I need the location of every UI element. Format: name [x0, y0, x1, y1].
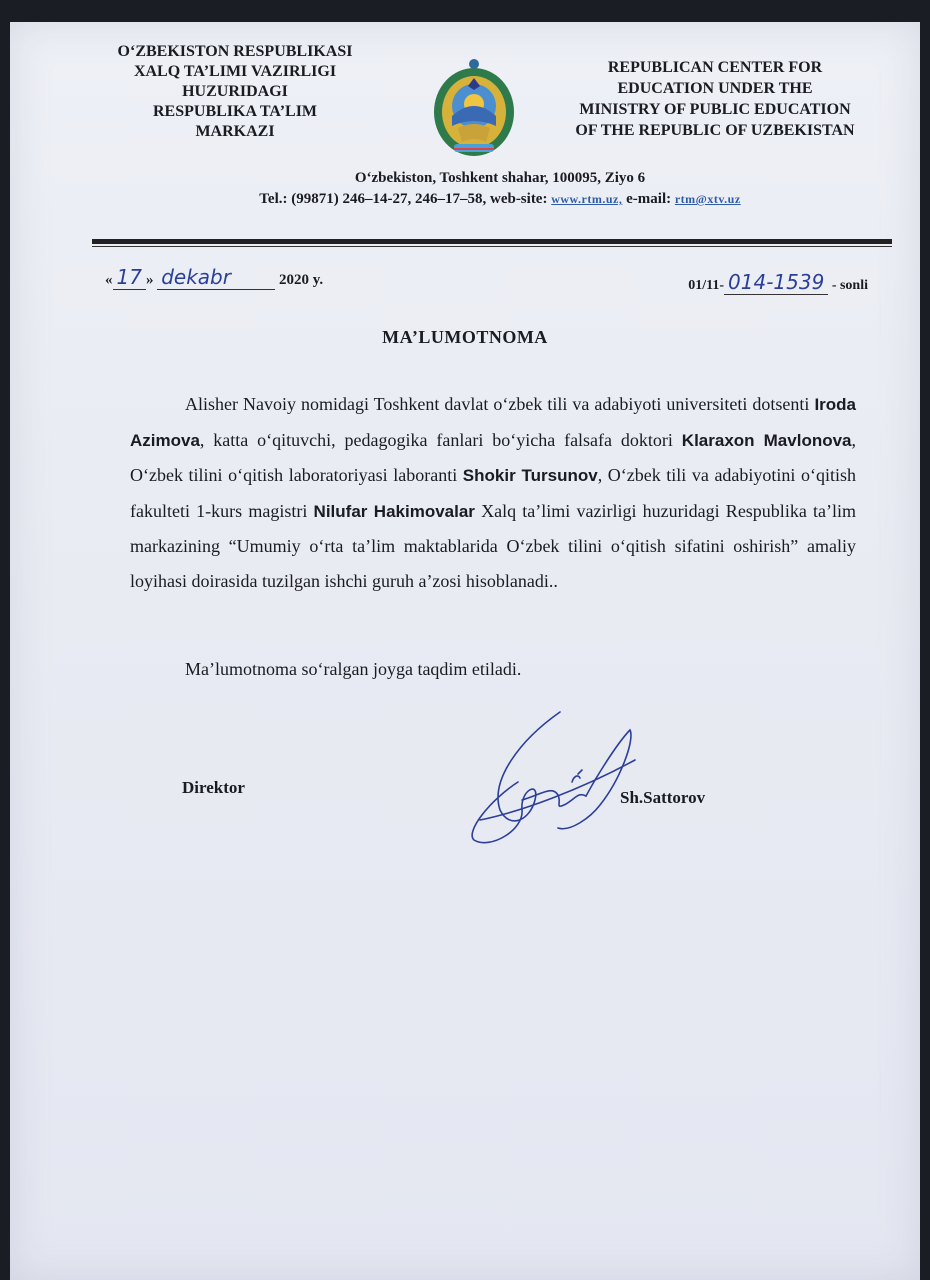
document-title: MA’LUMOTNOMA [382, 327, 548, 347]
person-name: Klaraxon Mavlonova [681, 430, 852, 450]
header-divider-thick [92, 239, 892, 244]
reference-prefix: 01/11- [688, 278, 725, 293]
left-header-line: HUZURIDAGI [182, 83, 288, 100]
left-header-line: MARKAZI [195, 123, 275, 140]
body-text-segment: , katta o‘qituvchi, pedagogika fanlari bo‘yicha falsafa doktori [199, 429, 682, 450]
signer-name: Sh.Sattorov [620, 788, 706, 807]
body-text-segment: , O‘zbek tili va adabiyotini o‘qitish fakulteti 1-kurs magistri [130, 465, 857, 521]
person-name: Nilufar Hakimovalar [313, 501, 475, 521]
body-text-segment: Alisher Navoiy nomidagi Toshkent davlat o‘zbek tili va adabiyoti universiteti dotsenti [185, 394, 815, 414]
date-day: 17 [116, 265, 142, 289]
right-header-line: REPUBLICAN CENTER FOR [607, 59, 823, 76]
handwritten-signature-icon [460, 700, 650, 850]
address-line: O‘zbekiston, Toshkent shahar, 100095, Ziyo 6 [354, 170, 646, 186]
header-divider-thin [92, 246, 892, 247]
date-quote: « [105, 272, 113, 288]
reference-suffix: - sonli [831, 278, 868, 293]
signer-position: Direktor [182, 778, 245, 797]
reference-handwritten: 014-1539 [728, 270, 825, 294]
uzbekistan-state-emblem-icon [428, 56, 520, 162]
person-name: Iroda Azimova [130, 395, 856, 450]
body-text-segment: Xalq ta’limi vazirligi huzuridagi Respublika ta’lim markazining “Umumiy o‘rta ta’lim maktablarida O‘zbek tilini o‘qitish sifatini oshirish” amaliy loyihasi doirasida tuzilgan ishchi guruh a’zosi hisoblanadi.. [130, 500, 856, 591]
document-date [105, 265, 323, 290]
date-month: dekabr [161, 265, 231, 289]
date-quote: » [145, 272, 154, 288]
left-header-line: O‘ZBEKISTON RESPUBLIKASI [117, 43, 353, 60]
contacts-line [90, 191, 910, 208]
tel-label: Tel.: (99871) 246–14-27, 246–17–58, web-site: [259, 191, 548, 207]
body-text-segment: , O‘zbek tilini o‘qitish laboratoriyasi laboranti [130, 429, 857, 485]
right-header-line: EDUCATION UNDER THE [617, 80, 813, 97]
left-header-line: XALQ TA’LIMI VAZIRLIGI [133, 63, 337, 80]
left-header [90, 42, 380, 142]
right-header [540, 57, 890, 141]
document-body [130, 387, 856, 598]
email-label: e-mail: [626, 191, 672, 207]
closing-line: Ma’lumotnoma so‘ralgan joyga taqdim etiladi. [185, 659, 522, 679]
left-header-line: RESPUBLIKA TA’LIM [152, 103, 318, 120]
reference-number [688, 270, 868, 295]
right-header-line: OF THE REPUBLIC OF UZBEKISTAN [575, 122, 855, 139]
person-name: Shokir Tursunov [462, 466, 598, 485]
body-paragraph [130, 387, 856, 598]
website-link[interactable]: www.rtm.uz, [551, 192, 623, 206]
document-page [10, 22, 920, 1280]
right-header-line: MINISTRY OF PUBLIC EDUCATION [579, 101, 851, 118]
date-year: 2020 y. [278, 272, 324, 288]
email-link[interactable]: rtm@xtv.uz [674, 192, 741, 206]
